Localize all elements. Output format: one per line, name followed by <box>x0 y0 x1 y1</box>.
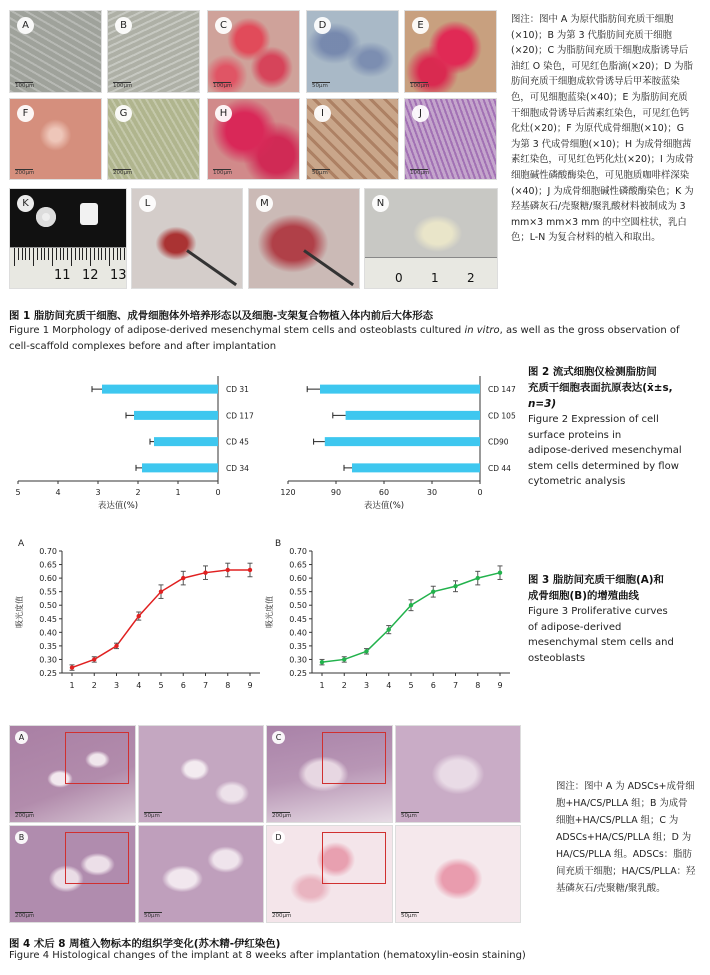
y-tick-label: 0.30 <box>289 655 307 665</box>
ruler-tick <box>18 248 19 260</box>
figure1-panel-d <box>306 10 399 93</box>
y-tick-label: 0.50 <box>289 601 307 611</box>
x-tick-label: 3 <box>95 488 101 497</box>
panel-label: D <box>272 831 285 844</box>
ruler-tick <box>101 248 102 260</box>
y-tick-label: 0.65 <box>39 560 57 570</box>
x-axis-title: 表达值(%) <box>97 501 139 511</box>
data-point <box>70 665 74 669</box>
ruler-tick <box>67 248 68 260</box>
figure2-bar-chart-right <box>262 368 522 518</box>
x-tick-label: 9 <box>497 681 503 690</box>
data-point <box>364 649 368 653</box>
x-tick-label: 4 <box>386 681 392 690</box>
figure2-caption-en: Figure 2 Expression of cell surface proteins in adipose-derived mesenchymal stem cells determined by flow cytometric analysis <box>528 414 682 487</box>
x-tick-label: 4 <box>55 488 61 497</box>
panel-label: L <box>139 195 156 212</box>
figure3-line-chart-a <box>0 535 270 710</box>
forceps <box>303 249 354 286</box>
category-label: CD 147 <box>488 385 516 395</box>
figure1-panel-h <box>207 98 300 180</box>
figure2-caption <box>528 364 703 490</box>
x-tick-label: 120 <box>280 488 296 497</box>
bar <box>142 463 218 472</box>
panel-label: D <box>314 17 331 34</box>
panel-label: K <box>17 195 34 212</box>
x-tick-label: 2 <box>341 681 347 690</box>
panel-label: C <box>215 17 232 34</box>
x-tick-label: 2 <box>91 681 97 690</box>
y-axis-title: 吸光度值 <box>265 596 274 628</box>
figure1-panel-k <box>9 188 127 289</box>
figure4-panel-c-overview <box>266 725 393 823</box>
ruler-number: 2 <box>467 271 475 285</box>
panel-label: C <box>272 731 285 744</box>
y-tick-label: 0.45 <box>289 614 307 624</box>
data-point <box>431 589 435 593</box>
panel-label: G <box>115 105 132 122</box>
y-tick-label: 0.35 <box>289 641 307 651</box>
scale-bar-label: 100μm <box>15 83 35 89</box>
forceps <box>186 249 237 286</box>
x-tick-label: 5 <box>158 681 164 690</box>
figure1-panel-a <box>9 10 102 93</box>
x-tick-label: 8 <box>475 681 481 690</box>
scale-bar-label: 100μm <box>410 83 430 89</box>
figure3-caption-en: Figure 3 Proliferative curves of adipose-derived mesenchymal stem cells and osteoblasts <box>528 606 674 664</box>
x-tick-label: 0 <box>215 488 221 497</box>
x-tick-label: 9 <box>247 681 253 690</box>
figure2-caption-cn-3: n=3) <box>528 398 557 410</box>
category-label: CD90 <box>488 437 509 447</box>
ruler-tick <box>48 248 49 260</box>
figure1-caption-cn: 图 1 脂肪间充质干细胞、成骨细胞体外培养形态以及细胞-支架复合物植入体内前后大体形态 <box>9 310 434 322</box>
ruler-tick <box>60 248 61 260</box>
x-tick-label: 1 <box>175 488 181 497</box>
ruler-tick <box>98 248 99 260</box>
zoom-region-box <box>65 832 129 884</box>
panel-label: M <box>256 195 273 212</box>
bar <box>154 437 218 446</box>
ruler-tick <box>29 248 30 260</box>
figure4-caption-en: Figure 4 Histological changes of the implant at 8 weeks after implantation (hematoxylin-eosin staining) <box>9 950 526 961</box>
y-tick-label: 0.40 <box>289 628 307 638</box>
category-label: CD 44 <box>488 463 511 473</box>
ruler-tick <box>41 248 42 260</box>
x-tick-label: 1 <box>319 681 325 690</box>
data-point <box>159 589 163 593</box>
scaffold-cylinder <box>80 203 98 225</box>
y-tick-label: 0.55 <box>289 587 307 597</box>
y-tick-label: 0.25 <box>289 669 307 678</box>
zoom-region-box <box>322 832 386 884</box>
ruler-tick <box>52 248 53 266</box>
category-label: CD 117 <box>226 411 254 421</box>
figure1-panel-c <box>207 10 300 93</box>
scale-bar-label: 200μm <box>272 913 292 919</box>
data-point <box>387 627 391 631</box>
panel-label: H <box>215 105 232 122</box>
panel-label: F <box>17 105 34 122</box>
figure1-panel-i <box>306 98 399 180</box>
zoom-region-box <box>322 732 386 784</box>
panel-label: B <box>15 831 28 844</box>
panel-label: N <box>372 195 389 212</box>
ruler-number: 11 <box>54 268 71 283</box>
data-point <box>226 568 230 572</box>
x-tick-label: 5 <box>408 681 414 690</box>
figure4-panel-b-overview <box>9 825 136 923</box>
ruler-tick <box>33 248 34 266</box>
y-tick-label: 0.45 <box>39 614 57 624</box>
figure1-caption-en-part1: Figure 1 Morphology of adipose-derived mesenchymal stem cells and osteoblasts cultured <box>9 325 465 336</box>
x-tick-label: 8 <box>225 681 231 690</box>
panel-label: E <box>412 17 429 34</box>
figure1-panel-b <box>107 10 200 93</box>
panel-label: J <box>412 105 429 122</box>
figure2-bar-chart-left <box>0 368 254 518</box>
ruler-number: 0 <box>395 271 403 285</box>
bar <box>346 411 480 420</box>
x-tick-label: 1 <box>69 681 75 690</box>
scale-bar-label: 50μm <box>312 170 328 176</box>
ruler-tick <box>124 248 125 260</box>
data-point <box>203 570 207 574</box>
scale-bar-label: 200μm <box>15 813 35 819</box>
data-point <box>248 568 252 572</box>
ruler-tick <box>94 248 95 260</box>
figure2-caption-cn-1: 图 2 流式细胞仪检测脂肪间 <box>528 366 657 378</box>
figure1-panel-m <box>248 188 360 289</box>
y-tick-label: 0.60 <box>39 574 57 584</box>
scale-bar-label: 200μm <box>15 170 35 176</box>
figure1-panel-n <box>364 188 498 289</box>
x-tick-label: 90 <box>330 488 342 497</box>
ruler-tick <box>113 248 114 260</box>
category-label: CD 34 <box>226 463 249 473</box>
ruler-tick <box>44 248 45 260</box>
ruler-tick <box>56 248 57 260</box>
figure4-panel-a-detail <box>138 725 264 823</box>
zoom-region-box <box>65 732 129 784</box>
bar <box>134 411 218 420</box>
x-tick-label: 3 <box>113 681 120 690</box>
figure1-panel-g <box>107 98 200 180</box>
ruler-tick <box>79 248 80 260</box>
series-line <box>322 573 500 662</box>
y-tick-label: 0.60 <box>289 574 307 584</box>
data-point <box>320 660 324 664</box>
figure1-panel-e <box>404 10 497 93</box>
y-tick-label: 0.50 <box>39 601 57 611</box>
ruler-tick <box>25 248 26 260</box>
figure3-caption <box>528 572 703 666</box>
category-label: CD 45 <box>226 437 249 447</box>
scale-bar-label: 100μm <box>113 83 133 89</box>
scale-bar-label: 50μm <box>401 813 417 819</box>
data-point <box>342 657 346 661</box>
x-tick-label: 6 <box>430 681 436 690</box>
figure1-panel-l <box>131 188 243 289</box>
scaffold-cylinder <box>36 207 56 227</box>
figure3-line-chart-b <box>255 535 530 710</box>
figure2-caption-cn-2: 充质干细胞表面抗原表达(x̄±s, <box>528 382 673 394</box>
figure1-caption-en-part3: cell-scaffold complexes before and after implantation <box>9 341 277 352</box>
x-tick-label: 7 <box>452 681 459 690</box>
x-tick-label: 60 <box>378 488 390 497</box>
x-axis-title: 表达值(%) <box>363 501 405 511</box>
bar <box>352 463 480 472</box>
ruler-number: 1 <box>431 271 439 285</box>
x-tick-label: 0 <box>477 488 483 497</box>
ruler-tick <box>71 248 72 266</box>
y-tick-label: 0.65 <box>289 560 307 570</box>
ruler-tick <box>86 248 87 260</box>
y-tick-label: 0.70 <box>289 547 307 556</box>
x-tick-label: 7 <box>202 681 209 690</box>
scale-bar-label: 200μm <box>15 913 35 919</box>
panel-label: A <box>17 17 34 34</box>
ruler-tick <box>82 248 83 260</box>
y-tick-label: 0.40 <box>39 628 57 638</box>
figure4-panel-d-overview <box>266 825 393 923</box>
ruler-tick <box>105 248 106 260</box>
figure1-caption-en-italic: in vitro <box>464 325 500 336</box>
scale-bar-label: 100μm <box>410 170 430 176</box>
figure1-panel-j <box>404 98 497 180</box>
figure4-panel-a-overview <box>9 725 136 823</box>
data-point <box>476 576 480 580</box>
scale-bar-label: 100μm <box>213 83 233 89</box>
figure1-caption-en-part2: , as well as the gross observation of <box>499 325 680 336</box>
figure1-note: 图注：图中 A 为原代脂肪间充质干细胞(×10)；B 为第 3 代脂肪间充质干细胞(×20)；C 为脂肪间充质干细胞成脂诱导后油红 O 染色，可见红色脂滴(×20)；D 为脂肪间充质干细胞成软骨诱导后甲苯胺蓝染色，可见细胞蓝染(×40)；E 为脂肪间充质干细胞成骨诱导后茜素红染色，可见红色钙化灶(×20)；F 为原代成骨细胞(×10)；G 为第 3 代成骨细胞(×10)；H 为成骨细胞茜素红染色，可见红色钙化灶(×20)；I 为成骨细胞碱性磷酸酶染色，可见胞质咖啡样深染(×40)；J 为成骨细胞碱性磷酸酶染色；K 为羟基磷灰石/壳聚糖/聚乳酸材料被制成为 3 mm×3 mm×3 mm 的中空圆柱状，乳白色；L-N 为复合材料的植入和取出。 <box>511 14 694 244</box>
data-point <box>92 657 96 661</box>
data-point <box>181 576 185 580</box>
figure4-panel-c-detail <box>395 725 521 823</box>
figure4-panel-b-detail <box>138 825 264 923</box>
panel-letter: A <box>18 539 25 549</box>
data-point <box>453 584 457 588</box>
scale-bar-label: 50μm <box>144 813 160 819</box>
bar <box>102 385 218 394</box>
y-tick-label: 0.35 <box>39 641 57 651</box>
x-tick-label: 3 <box>363 681 370 690</box>
x-tick-label: 30 <box>426 488 438 497</box>
ruler-tick <box>37 248 38 260</box>
scale-bar-label: 50μm <box>144 913 160 919</box>
scale-bar-label: 50μm <box>312 83 328 89</box>
x-tick-label: 5 <box>15 488 21 497</box>
scale-bar-label: 100μm <box>213 170 233 176</box>
ruler-tick <box>90 248 91 266</box>
ruler-tick <box>22 248 23 260</box>
ruler-tick <box>117 248 118 260</box>
scale-bar-label: 200μm <box>272 813 292 819</box>
ruler-tick <box>75 248 76 260</box>
y-tick-label: 0.30 <box>39 655 57 665</box>
ruler-tick <box>63 248 64 260</box>
figure4-panel-d-detail <box>395 825 521 923</box>
bar <box>320 385 480 394</box>
data-point <box>498 570 502 574</box>
bar <box>325 437 480 446</box>
data-point <box>409 603 413 607</box>
y-tick-label: 0.70 <box>39 547 57 556</box>
figure1-panel-f <box>9 98 102 180</box>
y-axis-title: 吸光度值 <box>15 596 24 628</box>
scale-bar-label: 200μm <box>113 170 133 176</box>
ruler-tick <box>120 248 121 260</box>
panel-label: A <box>15 731 28 744</box>
figure1-caption-en <box>9 323 699 355</box>
y-tick-label: 0.55 <box>39 587 57 597</box>
data-point <box>137 614 141 618</box>
figure4-caption-cn: 图 4 术后 8 周植入物标本的组织学变化(苏木精-伊红染色) <box>9 938 281 950</box>
x-tick-label: 4 <box>136 681 142 690</box>
category-label: CD 105 <box>488 411 516 421</box>
panel-label: B <box>115 17 132 34</box>
x-tick-label: 6 <box>180 681 186 690</box>
category-label: CD 31 <box>226 385 249 395</box>
x-tick-label: 2 <box>135 488 141 497</box>
panel-label: I <box>314 105 331 122</box>
data-point <box>114 644 118 648</box>
ruler-tick <box>109 248 110 266</box>
figure4-note: 图注：图中 A 为 ADSCs+成骨细胞+HA/CS/PLLA 组；B 为成骨细胞+HA/CS/PLLA 组；C 为 ADSCs+HA/CS/PLLA 组；D 为 HA/CS/PLLA 组。ADSCs：脂肪间充质干细胞；HA/CS/PLLA：羟基磷灰石/壳聚糖/聚乳酸。 <box>556 781 696 894</box>
panel-letter: B <box>275 539 282 549</box>
ruler-number: 12 <box>82 268 99 283</box>
scale-bar-label: 50μm <box>401 913 417 919</box>
y-tick-label: 0.25 <box>39 669 57 678</box>
ruler-number: 13 <box>110 268 127 283</box>
ruler-tick <box>14 248 15 266</box>
figure3-caption-cn: 图 3 脂肪间充质干细胞(A)和 成骨细胞(B)的增殖曲线 <box>528 574 664 602</box>
